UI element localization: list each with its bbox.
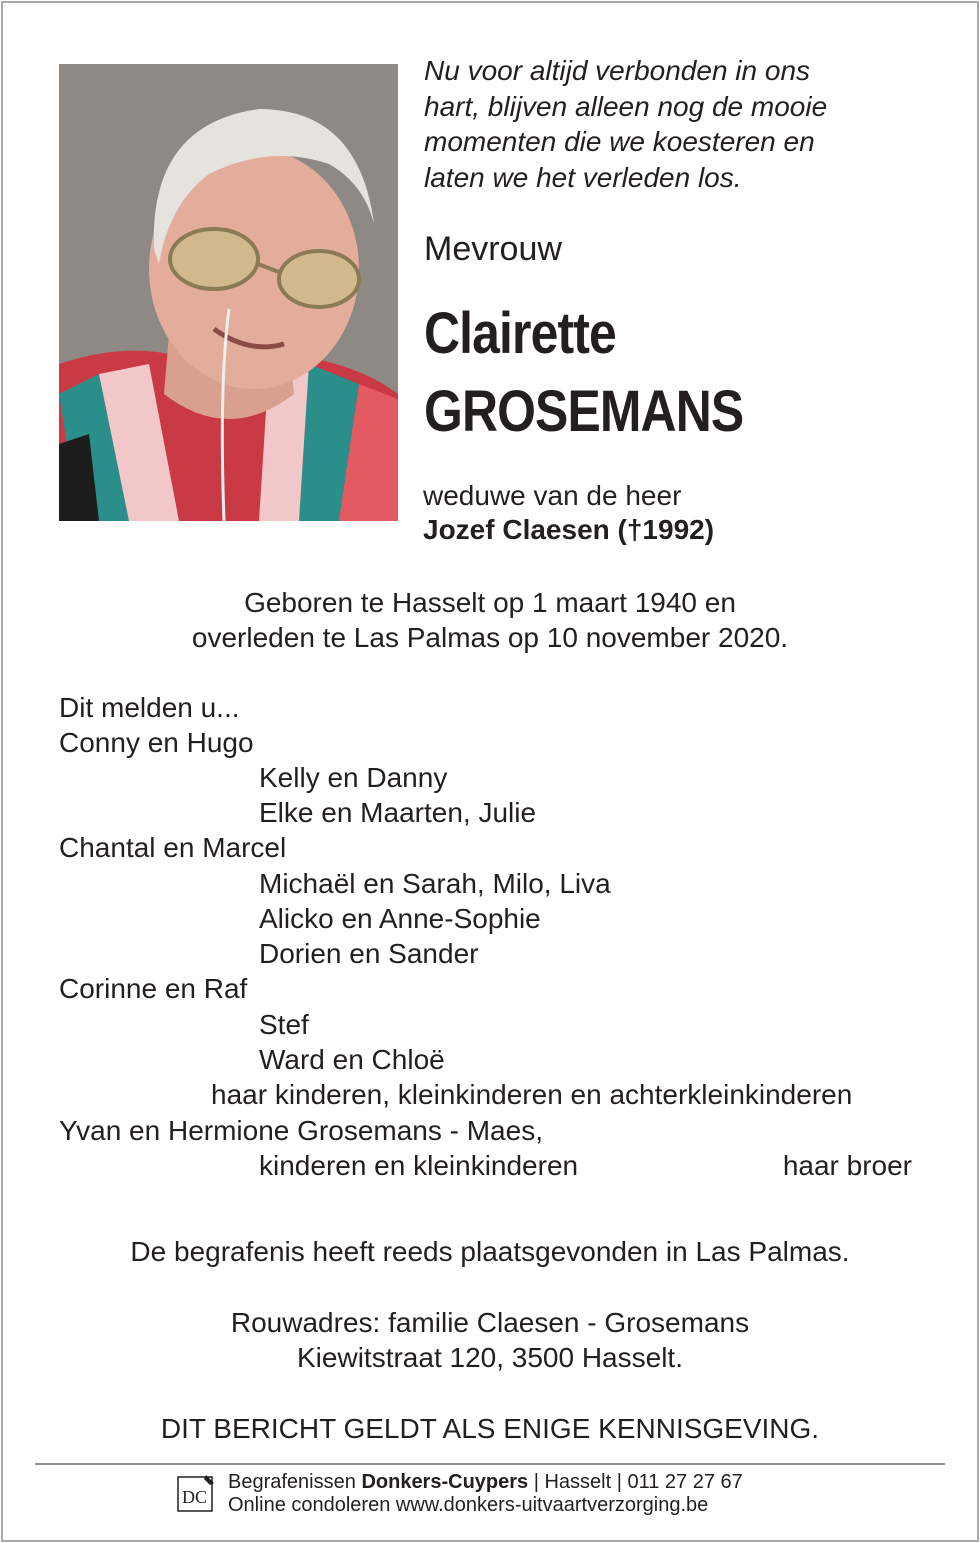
notice [0, 1411, 980, 1446]
deceased-given-name: Clairette [424, 301, 616, 366]
poem-line: hart, blijven alleen nog de mooie [424, 90, 828, 122]
family-child: Kelly en Danny [259, 762, 448, 793]
funeral-home-name: Donkers-Cuypers [361, 1471, 529, 1493]
spouse-name: Jozef Claesen (†1992) [423, 514, 715, 545]
memorial-poem [424, 53, 827, 195]
notice-text: DIT BERICHT GELDT ALS ENIGE KENNISGEVING. [160, 1413, 820, 1444]
family-child: Ward en Chloë [259, 1044, 445, 1075]
family-parents: Conny en Hugo [59, 727, 254, 758]
birth-line: Geboren te Hasselt op 1 maart 1940 en [244, 587, 736, 618]
footer-prefix: Begrafenissen [228, 1471, 356, 1493]
funeral-home-line [228, 1471, 743, 1494]
poem-line: momenten die we koesteren en [424, 126, 815, 157]
family-child: Alicko en Anne-Sophie [259, 903, 541, 934]
brother-family: kinderen en kleinkinderen [259, 1150, 579, 1181]
portrait-photo [59, 64, 398, 521]
address-line: Rouwadres: familie Claesen - Grosemans [230, 1307, 750, 1338]
funeral-note [0, 1234, 980, 1269]
death-line: overleden te Las Palmas op 10 november 2020. [191, 622, 789, 653]
brother-relation: haar broer [782, 1150, 912, 1181]
family-child: Michaël en Sarah, Milo, Liva [259, 868, 611, 899]
address-line: Kiewitstraat 120, 3500 Hasselt. [297, 1342, 683, 1373]
family-parents: Chantal en Marcel [59, 832, 287, 863]
widow-line: weduwe van de heer [423, 480, 682, 511]
family-child: Dorien en Sander [259, 938, 479, 969]
online-condolence-line: Online condoleren www.donkers-uitvaartverzorging.be [228, 1494, 709, 1516]
funeral-home-logo [176, 1473, 216, 1513]
mourning-address [0, 1305, 980, 1375]
footer-divider [35, 1463, 945, 1465]
poem-line: Nu voor altijd verbonden in ons [424, 55, 811, 86]
family-parents: Corinne en Raf [59, 973, 248, 1004]
funeral-note-text: De begrafenis heeft reeds plaatsgevonden in Las Palmas. [130, 1236, 850, 1267]
poem-line: laten we het verleden los. [424, 161, 742, 193]
birth-death-dates [0, 585, 980, 655]
portrait-illustration [59, 64, 398, 521]
family-child: Stef [259, 1009, 309, 1040]
family-child: Elke en Maarten, Julie [259, 797, 537, 828]
logo-icon [176, 1473, 216, 1513]
footer-city: | Hasselt | [533, 1471, 622, 1493]
footer-phone: 011 27 27 67 [627, 1471, 743, 1493]
logo-letters: DC [182, 1487, 208, 1507]
brother-name: Yvan en Hermione Grosemans - Maes, [59, 1115, 543, 1146]
salutation: Mevrouw [424, 230, 562, 268]
deceased-surname: GROSEMANS [424, 379, 744, 444]
announcers-intro: Dit melden u... [59, 692, 240, 723]
children-relation: haar kinderen, kleinkinderen en achterkleinkinderen [211, 1079, 853, 1110]
